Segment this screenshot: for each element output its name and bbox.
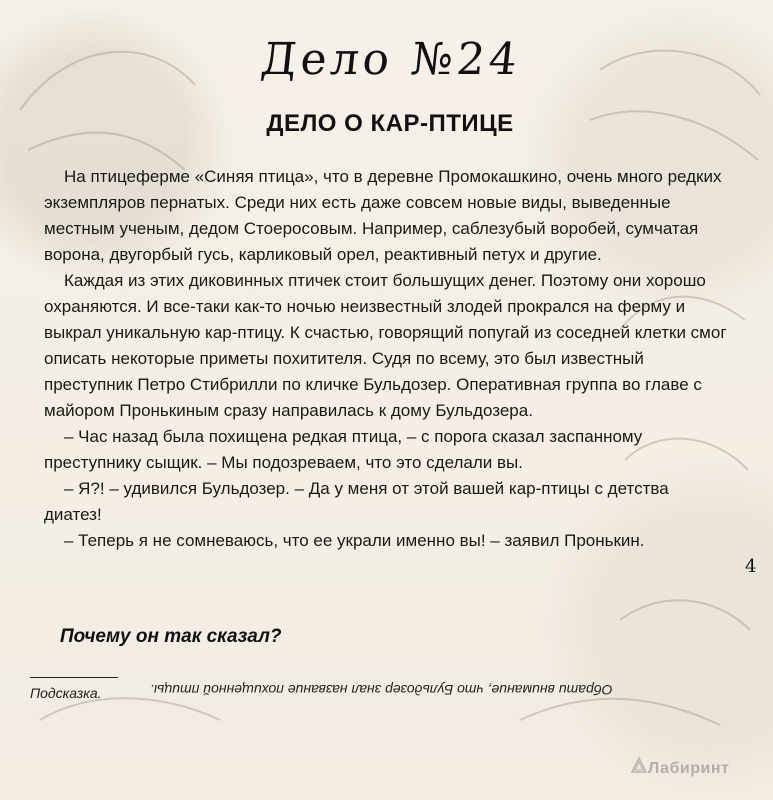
watermark: Лабиринт xyxy=(648,760,730,777)
hint-text: Обрати внимание, что Бульдозер знал название похищенной птицы. xyxy=(150,682,613,698)
page-number: 4 xyxy=(745,556,757,577)
story-text xyxy=(44,164,730,554)
question-text: Почему он так сказал? xyxy=(60,626,282,647)
story-paragraph-2: Каждая из этих диковинных птичек стоит большущих денег. Поэтому они хорошо охраняются. И все-таки как-то ночью неизвестный злодей прокрался на ферму и выкрал уникальную кар-птицу. К счастью, говорящий попугай из соседней клетки смог описать некоторые приметы похитителя. Судя по всему, это был известный преступник Петро Стибрилли по кличке Бульдозер. Оперативная группа во главе с майором Пронькиным сразу направилась к дому Бульдозера. xyxy=(44,271,727,420)
story-paragraph-1: На птицеферме «Синяя птица», что в деревне Промокашкино, очень много редких экземпляров пернатых. Среди них есть даже совсем новые виды, выведенные местным ученым, дедом Стоеросовым. Например, саблезубый воробей, сумчатая ворона, двугорбый гусь, карликовый орел, реактивный петух и другие. xyxy=(44,167,722,264)
case-title: Дело №24 xyxy=(258,34,524,85)
dialog-line-1: – Час назад была похищена редкая птица, – с порога сказал заспанному преступнику сыщик. – Мы подозреваем, что это сделали вы. xyxy=(44,427,643,472)
hint-label: Подсказка. xyxy=(30,685,102,701)
main-content xyxy=(30,34,738,764)
dialog-line-2: – Я?! – удивился Бульдозер. – Да у меня от этой вашей кар-птицы с детства диатез! xyxy=(44,479,669,524)
case-subtitle: ДЕЛО О КАР-ПТИЦЕ xyxy=(266,110,514,137)
hint-divider xyxy=(30,677,118,678)
dialog-line-3: – Теперь я не сомневаюсь, что ее украли именно вы! – заявил Пронькин. xyxy=(64,531,645,550)
labyrinth-logo-icon xyxy=(630,756,648,774)
